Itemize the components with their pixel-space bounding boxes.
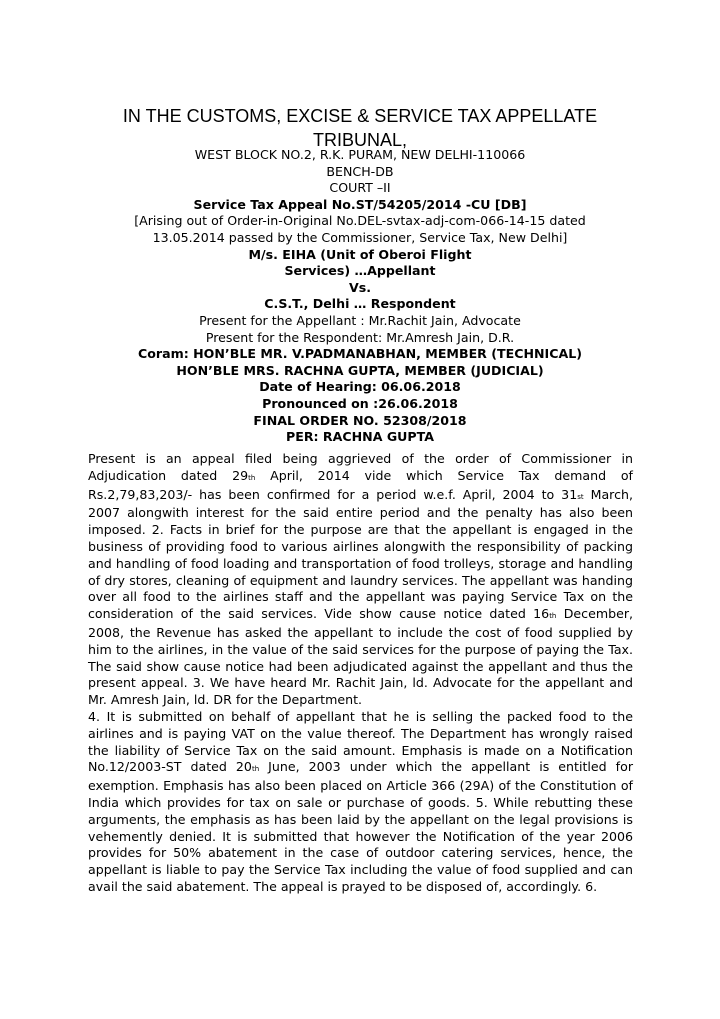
arising-line-2: 13.05.2014 passed by the Commissioner, Service Tax, New Delhi] — [152, 229, 568, 245]
respondent: C.S.T., Delhi … Respondent — [264, 296, 456, 312]
address: WEST BLOCK NO.2, R.K. PURAM, NEW DELHI-110066 — [194, 147, 526, 162]
paragraph-1 — [88, 451, 633, 709]
p1-ordinal-1: th — [248, 473, 256, 482]
p1-text-a: Present is an appeal filed being aggrieved of the order of Commissioner in Adjudication dated 29 — [88, 451, 633, 483]
versus: Vs. — [348, 279, 372, 295]
court: COURT –II — [329, 180, 391, 196]
title-line-1: IN THE CUSTOMS, EXCISE & SERVICE TAX APPELLATE — [122, 106, 598, 126]
title-line-2: TRIBUNAL, — [312, 130, 408, 150]
coram-line-2: HON’BLE MRS. RACHNA GUPTA, MEMBER (JUDICIAL) — [176, 362, 544, 378]
p2-text-b: June, 2003 under which the appellant is entitled for exemption. Emphasis has also been placed on Article 366 (29A) of the Constitution of India which provides for tax on sale or purchase of goods. 5. While rebutting these arguments, the emphasis as has been laid by the appellant on the legal provisions is vehemently denied. It is submitted that however the Notification of the year 2006 provides for 50% abatement in the case of outdoor catering services, hence, the appellant is liable to pay the Service Tax including the value of food supplied and can avail the said abatement. The appeal is prayed to be disposed of, accordingly. 6. — [88, 759, 633, 894]
present-for-respondent: Present for the Respondent: Mr.Amresh Jain, D.R. — [205, 329, 515, 345]
per-author: PER: RACHNA GUPTA — [285, 429, 434, 445]
bench: BENCH-DB — [326, 163, 394, 179]
p1-text-d: December, 2008, the Revenue has asked the appellant to include the cost of food supplied by him to the airlines, in the value of the said services for the purpose of paying the Tax. The said show cause notice had been adjudicated against the appellant and thus the present appeal. 3. We have heard Mr. Rachit Jain, ld. Advocate for the appellant and Mr. Amresh Jain, ld. DR for the Department. — [88, 606, 634, 708]
tribunal-title — [80, 104, 640, 152]
coram-line-1: Coram: HON’BLE MR. V.PADMANABHAN, MEMBER (TECHNICAL) — [138, 346, 582, 362]
hearing-date: Date of Hearing: 06.06.2018 — [259, 379, 461, 395]
appellant-line-2: Services) …Appellant — [284, 263, 436, 279]
paragraph-2 — [88, 709, 633, 896]
p1-text-c: March, 2007 alongwith interest for the said entire period and the penalty has also been imposed. 2. Facts in brief for the purpose are that the appellant is engaged in the business of providing food to various airlines alongwith the responsibility of packing and handling of food loading and transportation of food trolleys, storage and handling of dry stores, cleaning of equipment and laundry services. The appellant was handing over all food to the airlines staff and the appellant was paying Service Tax on the consideration of the said services. Vide show cause notice dated 16 — [88, 486, 633, 622]
p2-ordinal-1: th — [251, 765, 260, 774]
appeal-number: Service Tax Appeal No.ST/54205/2014 -CU [DB] — [193, 196, 527, 212]
present-for-appellant: Present for the Appellant : Mr.Rachit Jain, Advocate — [199, 312, 521, 328]
final-order-number: FINAL ORDER NO. 52308/2018 — [253, 412, 467, 428]
case-header — [60, 147, 660, 446]
arising-line-1: [Arising out of Order-in-Original No.DEL-svtax-adj-com-066-14-15 dated — [134, 213, 586, 229]
appellant-line-1: M/s. EIHA (Unit of Oberoi Flight — [248, 246, 472, 262]
p2-text-a: 4. It is submitted on behalf of appellant that he is selling the packed food to the airlines and is paying VAT on the value thereof. The Department has wrongly raised the liability of Service Tax on the said amount. Emphasis is made on a Notification No.12/2003-ST dated 20 — [88, 708, 633, 775]
order-body — [88, 451, 633, 896]
pronounced-date: Pronounced on :26.06.2018 — [262, 395, 458, 411]
p1-ordinal-2: st — [577, 492, 584, 501]
p1-ordinal-3: th — [549, 612, 557, 621]
p1-text-b: April, 2014 vide which Service Tax demand of Rs.2,79,83,203/- has been confirmed for a period w.e.f. April, 2004 to 31 — [88, 467, 633, 502]
